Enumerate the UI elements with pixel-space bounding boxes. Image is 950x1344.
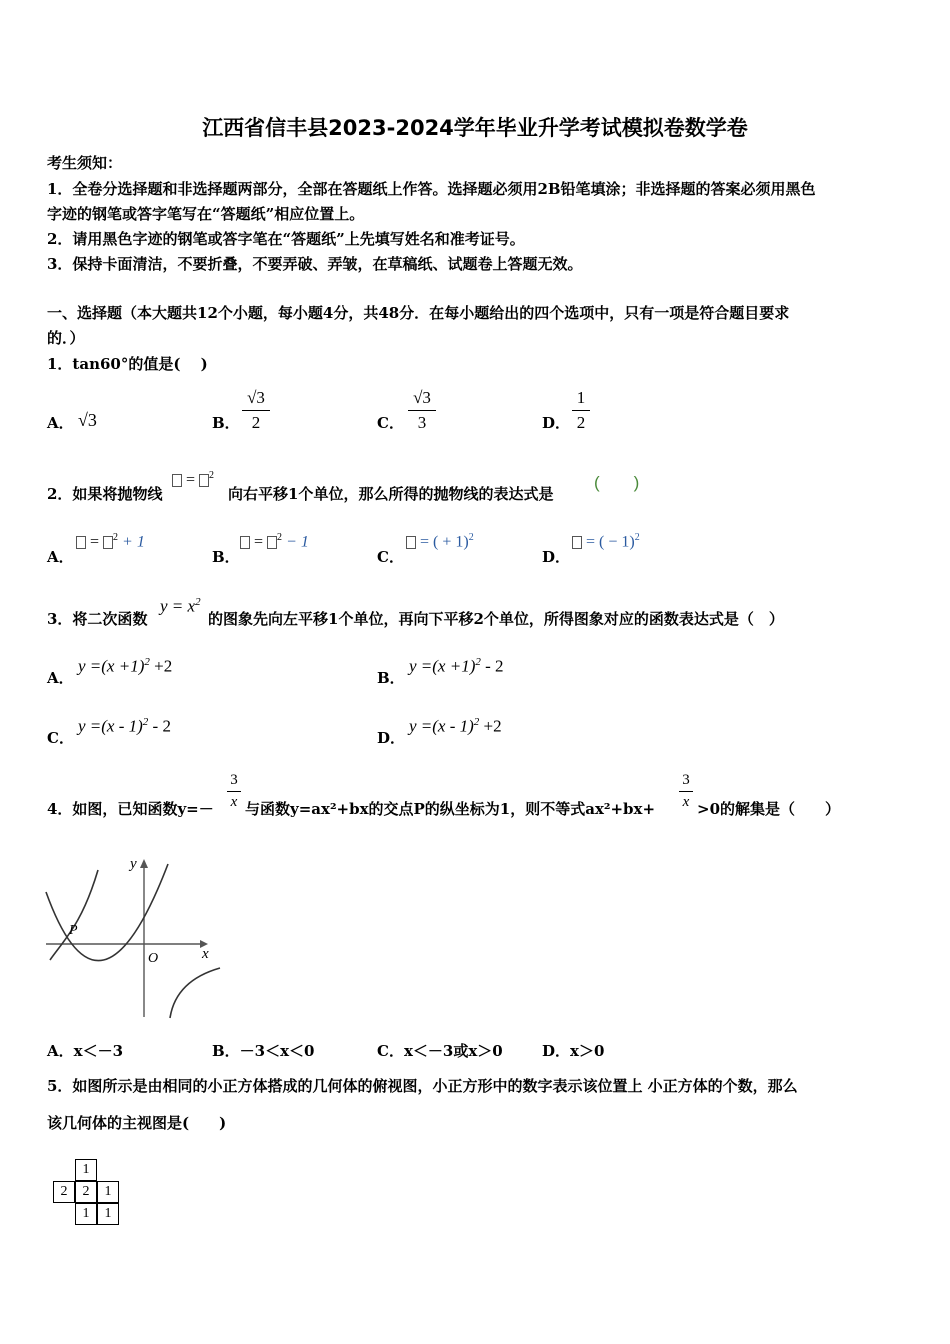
q3-option-d-expr [409, 716, 502, 737]
q3-c-main: y =(x - 1) [78, 716, 143, 736]
q1-d-numerator: 1 [576, 388, 586, 407]
graph-y-label: y [130, 856, 137, 872]
q2-stem-start: 2．如果将抛物线 [47, 485, 163, 503]
parabola-curve [46, 864, 168, 961]
q1-b-denominator: 2 [251, 413, 261, 432]
q1-d-denominator: 2 [576, 413, 586, 432]
q1-option-c-label: C． [377, 414, 404, 432]
q2-stem-end: 向右平移1个单位，那么所得的抛物线的表达式是 [228, 485, 554, 503]
grid-cell: 2 [53, 1181, 75, 1203]
q3-option-a-expr [78, 656, 172, 677]
q2-c-exp: 2 [468, 532, 474, 543]
q5-stem-line-1: 5．如图所示是由相同的小正方体搭成的几何体的俯视图，小正方形中的数字表示该位置上 小正方体的个数，那么 [47, 1077, 798, 1095]
grid-cell: 1 [97, 1181, 119, 1203]
section-heading-line-2: 的．） [47, 329, 85, 347]
missing-glyph-icon [267, 536, 277, 549]
graph-point-p-label: P [69, 923, 78, 938]
graph-x-label: x [202, 946, 209, 962]
q2-d-tail: = ( − 1) [586, 533, 635, 551]
q4-frac1-num: 3 [230, 772, 238, 788]
q3-c-exp: 2 [142, 716, 149, 728]
q3-b-tail: - 2 [480, 656, 504, 676]
q4-option-d: D．x＞0 [542, 1042, 605, 1060]
hyperbola-branch-right [170, 968, 220, 1018]
q2-option-d-expr [572, 532, 640, 551]
q1-option-b-label: B． [212, 414, 240, 432]
q3-d-tail: +2 [479, 716, 502, 736]
notice-line-3: 3．保持卡面清洁，不要折叠，不要弄破、弄皱，在草稿纸、试题卷上答题无效。 [47, 255, 583, 273]
page-title: 江西省信丰县2023-2024学年毕业升学考试模拟卷数学卷 [202, 116, 748, 140]
q3-stem-end: 的图象先向左平移1个单位，再向下平移2个单位，所得图象对应的函数表达式是（ ） [208, 610, 784, 628]
q3-a-tail: +2 [149, 656, 173, 676]
q2-a-exp: 2 [113, 532, 119, 543]
q3-option-b-expr [409, 656, 504, 677]
q2-answer-paren: ( ) [594, 473, 640, 492]
q4-frac2-num: 3 [682, 772, 690, 788]
missing-glyph-icon [199, 474, 209, 487]
q1-c-denominator: 3 [417, 413, 427, 432]
q4-stem-start: 4．如图，已知函数y=－ [47, 800, 214, 818]
q3-d-exp: 2 [473, 716, 480, 728]
q4-stem-middle: 与函数y=ax²+bx的交点P的纵坐标为1，则不等式ax²+bx+ [245, 800, 656, 818]
q2-option-a-label: A． [47, 548, 74, 566]
notice-line-2: 2．请用黑色字迹的钢笔或答字笔在“答题纸”上先填写姓名和准考证号。 [47, 230, 525, 248]
q3-option-b-label: B． [377, 669, 405, 687]
missing-glyph-icon [406, 536, 416, 549]
y-axis-arrow-icon [140, 859, 148, 868]
q4-fraction-1 [227, 772, 241, 811]
q3-b-exp: 2 [475, 656, 481, 668]
q4-option-c: C．x＜－3或x＞0 [377, 1042, 503, 1060]
q3-option-d-label: D． [377, 729, 406, 747]
q2-option-c-label: C． [377, 548, 404, 566]
notice-heading: 考生须知： [47, 154, 123, 172]
q4-option-b: B．－3＜x＜0 [212, 1042, 315, 1060]
notice-line-1b: 字迹的钢笔或答字笔写在“答题纸”相应位置上。 [47, 205, 365, 223]
q2-a-tail: + 1 [122, 533, 145, 551]
q1-option-d-fraction [572, 388, 590, 433]
q1-option-a-label: A． [47, 414, 74, 432]
q2-option-a-expr: = $^2$ + 1 [76, 532, 145, 551]
missing-glyph-icon [76, 536, 86, 549]
q3-stem-start: 3．将二次函数 [47, 610, 148, 628]
q2-c-tail: = ( + 1) [420, 533, 469, 551]
q3-d-main: y =(x - 1) [409, 716, 474, 736]
q3-c-tail: - 2 [148, 716, 171, 736]
q2-exp: 2 [209, 470, 215, 481]
q3-option-a-label: A． [47, 669, 74, 687]
q1-option-a-value: √3 [78, 410, 97, 430]
missing-glyph-icon [172, 474, 182, 487]
q2-b-exp: 2 [277, 532, 283, 543]
graph-origin-label: O [148, 951, 159, 966]
q5-stem-line-2: 该几何体的主视图是( ) [47, 1114, 227, 1132]
q1-option-c-fraction [408, 388, 436, 433]
missing-glyph-icon [572, 536, 582, 549]
q3-option-c-expr [78, 716, 171, 737]
q1-stem: 1．tan60°的值是( ) [47, 355, 208, 373]
q4-frac1-den: x [230, 794, 238, 810]
notice-line-1: 1．全卷分选择题和非选择题两部分，全部在答题纸上作答。选择题必须用2B铅笔填涂；非选择题的答案必须用黑色 [47, 180, 816, 198]
q3-option-c-label: C． [47, 729, 74, 747]
q2-option-c-expr [406, 532, 474, 551]
missing-glyph-icon [240, 536, 250, 549]
q2-b-tail: − 1 [286, 533, 309, 551]
q4-stem-end: >0的解集是（ ） [697, 800, 841, 818]
q4-function-graph [42, 852, 227, 1024]
q4-option-a: A．x＜－3 [47, 1042, 124, 1060]
q3-function-text: y = x [160, 596, 196, 616]
q1-option-d-label: D． [542, 414, 571, 432]
q2-option-b-expr: = $^2$ − 1 [240, 532, 309, 551]
section-heading-line-1: 一、选择题（本大题共12个小题，每小题4分，共48分．在每小题给出的四个选项中，只有一项是符合题目要求 [47, 304, 790, 322]
grid-cell: 2 [75, 1181, 97, 1203]
q1-option-b-fraction [242, 388, 270, 433]
missing-glyph-icon [103, 536, 113, 549]
q3-function-exp: 2 [195, 596, 201, 608]
q2-d-exp: 2 [634, 532, 640, 543]
grid-cell: 1 [97, 1203, 119, 1225]
q3-a-main: y =(x +1) [78, 656, 145, 676]
q3-a-exp: 2 [144, 656, 150, 668]
grid-cell: 1 [75, 1203, 97, 1225]
q2-option-d-label: D． [542, 548, 571, 566]
q1-c-numerator: √3 [413, 388, 431, 407]
q3-function [160, 596, 201, 617]
q2-parabola-expr: = $^2$ [172, 470, 214, 489]
grid-cell: 1 [75, 1159, 97, 1181]
q3-b-main: y =(x +1) [409, 656, 476, 676]
q2-option-b-label: B． [212, 548, 240, 566]
q4-frac2-den: x [682, 794, 690, 810]
q4-fraction-2 [679, 772, 693, 811]
q1-b-numerator: √3 [247, 388, 265, 407]
